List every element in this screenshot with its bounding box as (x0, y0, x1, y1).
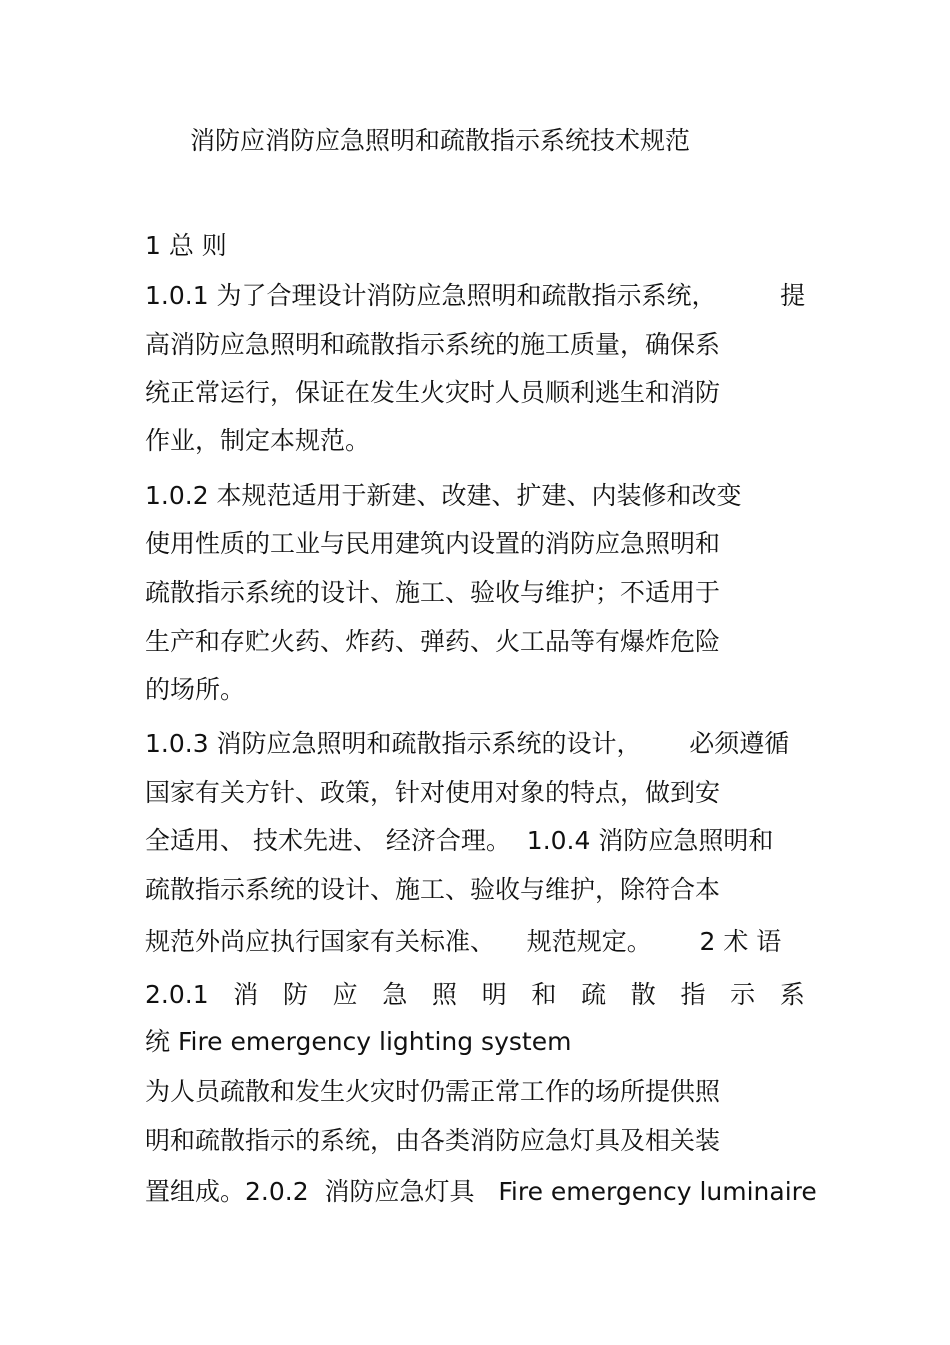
text-line: 1.0.3 消防应急照明和疏散指示系统的设计， 必须遵循 (145, 729, 790, 758)
text-line: 疏散指示系统的设计、施工、验收与维护，除符合本 (145, 875, 721, 904)
text-line: 1.0.2 本规范适用于新建、改建、扩建、内装修和改变 (145, 481, 742, 510)
spaced-term-part: 系 (779, 980, 805, 1009)
text-line: 统 Fire emergency lighting system (145, 1027, 572, 1056)
text-line: 1.0.1 为了合理设计消防应急照明和疏散指示系统， 提 (145, 281, 806, 310)
text-line: 国家有关方针、政策，针对使用对象的特点，做到安 (145, 778, 721, 807)
spaced-term-part: 示 (730, 980, 756, 1009)
spaced-term-part: 防 (282, 980, 308, 1009)
spaced-term-part: 明 (481, 980, 507, 1009)
text-line: 生产和存贮火药、炸药、弹药、火工品等有爆炸危险 (145, 627, 721, 656)
text-line: 置组成。2.0.2 消防应急灯具 Fire emergency luminaire (145, 1177, 817, 1206)
term-heading-spaced-line (145, 978, 805, 1012)
text-line: 明和疏散指示的系统，由各类消防应急灯具及相关装 (145, 1126, 721, 1155)
spaced-term-part: 急 (382, 980, 408, 1009)
text-line: 的场所。 (145, 675, 246, 704)
spaced-term-part: 散 (630, 980, 656, 1009)
spaced-term-part: 2.0.1 (145, 980, 209, 1009)
text-line: 作业，制定本规范。 (145, 426, 371, 455)
text-line: 为人员疏散和发生火灾时仍需正常工作的场所提供照 (145, 1077, 721, 1106)
spaced-term-part: 消 (233, 980, 259, 1009)
text-line: 疏散指示系统的设计、施工、验收与维护；不适用于 (145, 578, 721, 607)
text-line: 使用性质的工业与民用建筑内设置的消防应急照明和 (145, 529, 721, 558)
spaced-term-part: 指 (680, 980, 706, 1009)
spaced-term-part: 和 (531, 980, 557, 1009)
spaced-term-part: 应 (332, 980, 358, 1009)
text-line: 规范外尚应执行国家有关标准、 规范规定。 2 术 语 (145, 927, 782, 956)
text-line: 全适用、 技术先进、 经济合理。 1.0.4 消防应急照明和 (145, 826, 774, 855)
spaced-term-part: 照 (432, 980, 458, 1009)
text-line: 统正常运行，保证在发生火灾时人员顺利逃生和消防 (145, 378, 721, 407)
text-line: 高消防应急照明和疏散指示系统的施工质量，确保系 (145, 330, 721, 359)
spaced-term-part: 疏 (581, 980, 607, 1009)
document-title: 消防应消防应急照明和疏散指示系统技术规范 (190, 126, 691, 155)
section-heading-general: 1 总 则 (145, 231, 227, 260)
